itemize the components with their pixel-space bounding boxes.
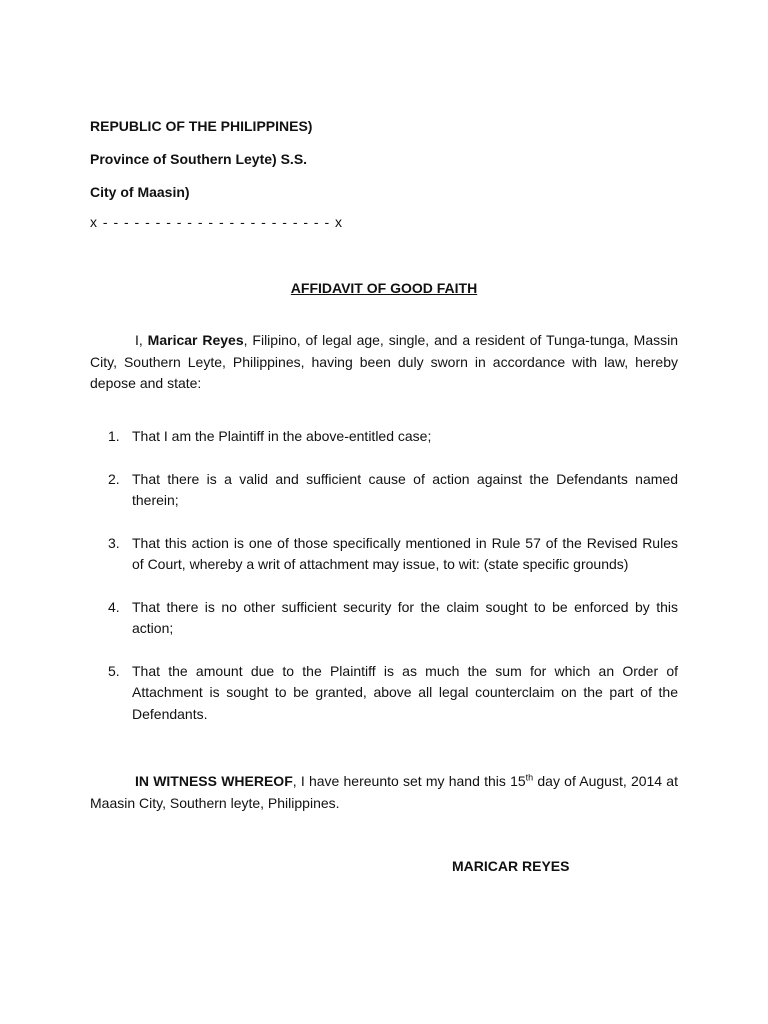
- list-item: [90, 533, 678, 576]
- item-text: That I am the Plaintiff in the above-entitled case;: [132, 428, 432, 444]
- item-text: That there is no other sufficient security for the claim sought to be enforced by this action;: [132, 598, 678, 636]
- venue-province: Province of Southern Leyte) S.S.: [90, 151, 308, 167]
- list-item: [90, 661, 678, 726]
- item-text: That the amount due to the Plaintiff is as much the sum for which an Order of Attachment is sought to be granted, above all legal counterclaim on the part of the Defendants.: [132, 662, 678, 722]
- list-item: [90, 597, 678, 640]
- item-text: That there is a valid and sufficient cause of action against the Defendants named therein;: [132, 470, 678, 508]
- witness-part1: , I have hereunto set my hand this 15: [292, 773, 526, 789]
- item-number: 4.: [108, 598, 120, 615]
- averments-list: [90, 426, 678, 725]
- venue-republic: REPUBLIC OF THE PHILIPPINES): [90, 118, 313, 134]
- intro-lead: I,: [135, 332, 148, 348]
- list-item: [90, 469, 678, 512]
- item-number: 2.: [108, 470, 120, 487]
- witness-lead: IN WITNESS WHEREOF: [135, 773, 293, 789]
- witness-paragraph: [90, 771, 678, 814]
- caption-separator: x - - - - - - - - - - - - - - - - - - - - - - x: [90, 214, 344, 230]
- signatory-name: MARICAR REYES: [452, 858, 570, 874]
- venue-city: City of Maasin): [90, 184, 190, 200]
- intro-paragraph: [90, 330, 678, 395]
- affiant-name: Maricar Reyes: [147, 332, 244, 348]
- intro-rest: , Filipino, of legal age, single, and a resident of Tunga-tunga, Massin City, Southern Leyte, Philippines, having been duly sworn in accordance with law, hereby depose and state:: [90, 332, 678, 391]
- item-number: 5.: [108, 662, 120, 679]
- witness-part2: day of August, 2014 at Maasin City, Southern leyte, Philippines.: [90, 773, 678, 811]
- document-title: AFFIDAVIT OF GOOD FAITH: [290, 280, 478, 296]
- item-text: That this action is one of those specifically mentioned in Rule 57 of the Revised Rules of Court, whereby a writ of attachment may issue, to wit: (state specific grounds): [132, 534, 678, 572]
- ordinal-suffix: th: [525, 772, 534, 783]
- list-item: [90, 426, 678, 448]
- item-number: 3.: [108, 534, 120, 551]
- item-number: 1.: [108, 428, 120, 444]
- venue-block: [90, 116, 312, 203]
